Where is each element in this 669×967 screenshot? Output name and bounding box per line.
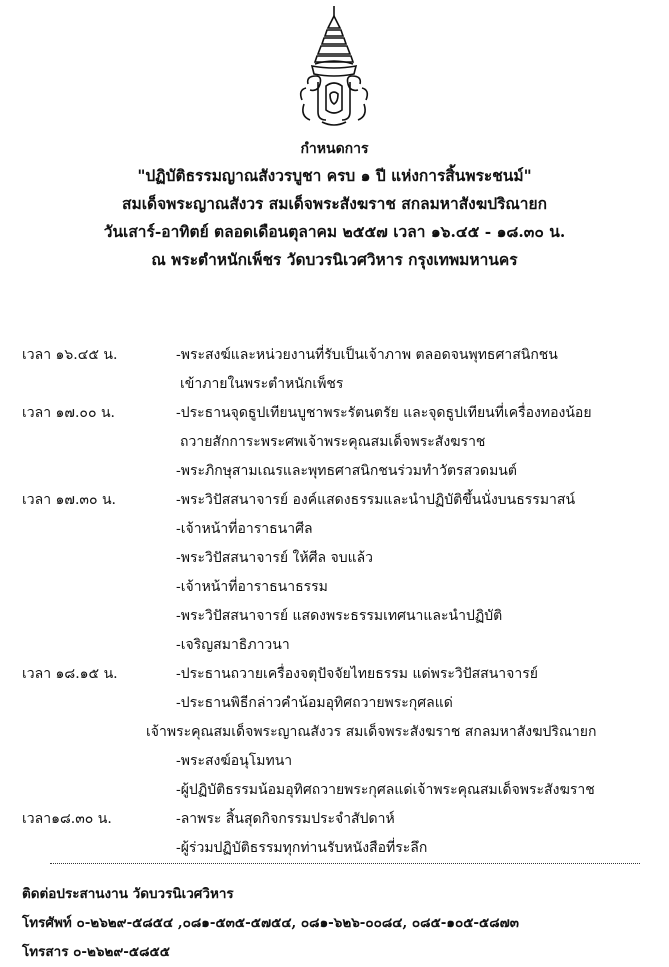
emblem-icon	[288, 4, 380, 130]
dedication-line: สมเด็จพระญาณสังวร สมเด็จพระสังฆราช สกลมหาสังฆปริณายก	[122, 194, 547, 213]
schedule-row	[0, 659, 669, 688]
schedule-time: เวลา ๑๘.๑๕ น.	[22, 666, 118, 682]
schedule-row	[0, 630, 669, 659]
schedule-time: เวลา๑๘.๓๐ น.	[22, 811, 112, 827]
contact-phone: โทรศัพท์ ๐-๒๖๒๙-๕๘๕๔ ,๐๘๑-๕๓๕-๕๗๕๔, ๐๘๑-๖๒๖-๐๐๘๔, ๐๘๕-๑๐๕-๕๘๗๓	[22, 915, 520, 931]
schedule-row	[0, 514, 669, 543]
event-date-time: วันเสาร์-อาทิตย์ ตลอดเดือนตุลาคม ๒๕๕๗ เวลา ๑๖.๔๕ - ๑๘.๓๐ น.	[103, 222, 566, 241]
schedule-row	[0, 543, 669, 572]
schedule-item: เข้าภายในพระตำหนักเพ็ชร	[180, 376, 344, 392]
schedule-time: เวลา ๑๗.๓๐ น.	[22, 492, 116, 508]
schedule-list	[0, 340, 669, 862]
document-header	[0, 138, 669, 274]
schedule-item: -เจริญสมาธิภาวนา	[176, 637, 290, 653]
schedule-item: ถวายสักการะพระศพเจ้าพระคุณสมเด็จพระสังฆราช	[180, 434, 486, 450]
schedule-item: -พระวิปัสสนาจารย์ ให้ศีล จบแล้ว	[176, 550, 374, 566]
document-title: กำหนดการ	[300, 141, 369, 157]
schedule-item: -พระวิปัสสนาจารย์ องค์แสดงธรรมและนำปฏิบัติขึ้นนั่งบนธรรมาสน์	[176, 492, 576, 508]
schedule-row	[0, 833, 669, 862]
schedule-item: -ลาพระ สิ้นสุดกิจกรรมประจำสัปดาห์	[176, 811, 395, 827]
schedule-item: -พระวิปัสสนาจารย์ แสดงพระธรรมเทศนาและนำปฏิบัติ	[176, 608, 503, 624]
dotted-divider	[50, 863, 640, 864]
schedule-item: -เจ้าหน้าที่อาราธนาศีล	[176, 521, 313, 537]
schedule-row	[0, 340, 669, 369]
schedule-row	[0, 717, 669, 746]
schedule-item: -ประธานพิธีกล่าวคำน้อมอุทิศถวายพระกุศลแด่	[176, 695, 453, 711]
schedule-row	[0, 369, 669, 398]
schedule-row	[0, 398, 669, 427]
schedule-item: -พระสงฆ์และหน่วยงานที่รับเป็นเจ้าภาพ ตลอดจนพุทธศาสนิกชน	[176, 347, 558, 363]
contact-block	[22, 880, 519, 967]
contact-fax: โทรสาร ๐-๒๖๒๙-๕๘๕๕	[22, 944, 170, 960]
schedule-row	[0, 456, 669, 485]
schedule-item: -ประธานจุดธูปเทียนบูชาพระรัตนตรัย และจุดธูปเทียนที่เครื่องทองน้อย	[176, 405, 592, 421]
schedule-row	[0, 688, 669, 717]
schedule-item: -ผู้ปฏิบัติธรรมน้อมอุทิศถวายพระกุศลแด่เจ้าพระคุณสมเด็จพระสังฆราช	[176, 782, 595, 798]
schedule-item: -ประธานถวายเครื่องจตุปัจจัยไทยธรรม แด่พระวิปัสสนาจารย์	[176, 666, 538, 682]
schedule-row	[0, 427, 669, 456]
schedule-item: เจ้าพระคุณสมเด็จพระญาณสังวร สมเด็จพระสังฆราช สกลมหาสังฆปริณายก	[146, 724, 597, 740]
schedule-row	[0, 601, 669, 630]
schedule-item: -เจ้าหน้าที่อาราธนาธรรม	[176, 579, 328, 595]
schedule-row	[0, 485, 669, 514]
schedule-row	[0, 804, 669, 833]
royal-emblem	[288, 4, 380, 130]
schedule-item: -พระภิกษุสามเณรและพุทธศาสนิกชนร่วมทำวัตรสวดมนต์	[176, 463, 517, 479]
contact-heading: ติดต่อประสานงาน วัดบวรนิเวศวิหาร	[22, 886, 234, 902]
schedule-time: เวลา ๑๗.๐๐ น.	[22, 405, 115, 421]
schedule-time: เวลา ๑๖.๔๕ น.	[22, 347, 118, 363]
event-venue: ณ พระตำหนักเพ็ชร วัดบวรนิเวศวิหาร กรุงเทพมหานคร	[151, 250, 518, 269]
schedule-item: -พระสงฆ์อนุโมทนา	[176, 753, 293, 769]
event-name: "ปฏิบัติธรรมญาณสังวรบูชา ครบ ๑ ปี แห่งการสิ้นพระชนม์"	[137, 166, 532, 185]
schedule-row	[0, 572, 669, 601]
schedule-row	[0, 746, 669, 775]
schedule-item: -ผู้ร่วมปฏิบัติธรรมทุกท่านรับหนังสือที่ระลึก	[176, 840, 428, 856]
schedule-row	[0, 775, 669, 804]
